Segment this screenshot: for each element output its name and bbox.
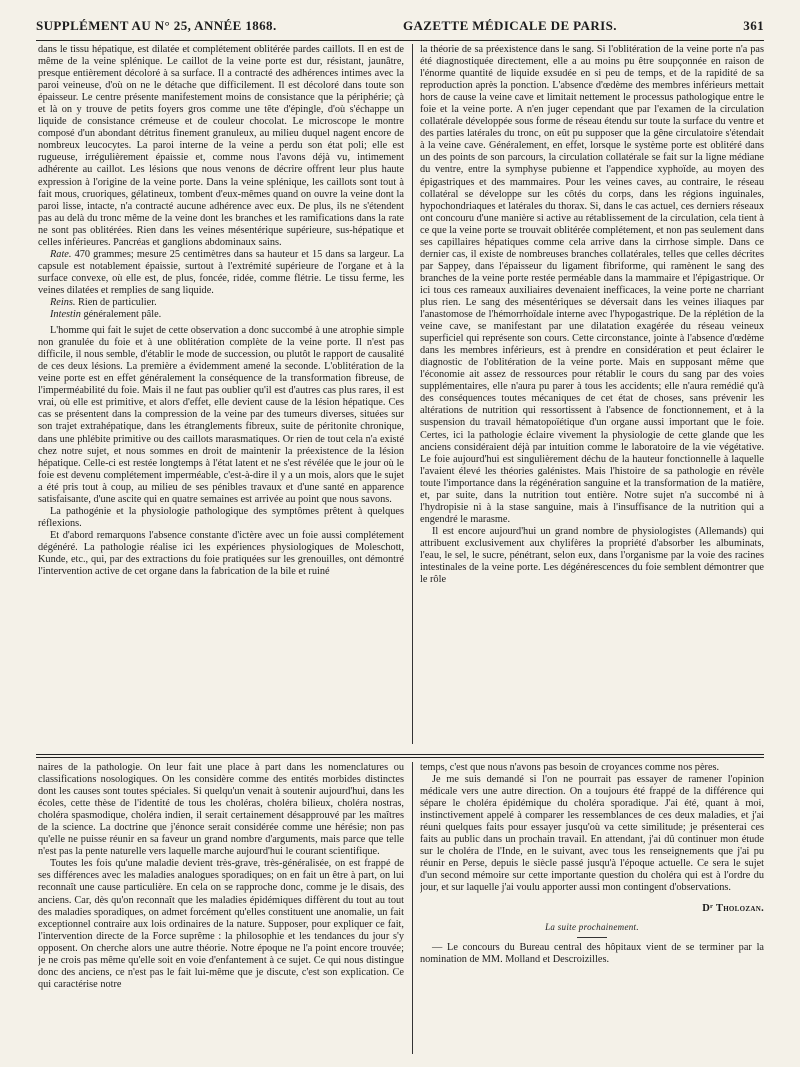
- section-label: Rate.: [50, 248, 72, 260]
- paragraph: Il est encore aujourd'hui un grand nombre de physiologistes (Allemands) qui attribuent exclusivement aux chylifères la propriété d'absorber les albuminats, l'eau, le sel, le sucre, pénétrant, selon eux, dans l'organisme par la voie des racines intestinales de la veine porte. Les dégénérescences du foie semblent démontrer que le rôle: [420, 525, 764, 586]
- section-text: généralement pâle.: [80, 309, 162, 321]
- section-label: Intestin: [50, 309, 81, 321]
- paragraph: Toutes les fois qu'une maladie devient très-grave, très-généralisée, on est frappé de ses différences avec les maladies analogues sporadiques; on en fait un être à part, on lui reconnaît une cause particulière. En cela on se rapproche donc, comme je le disais, des anciens. Car, dès qu'on reconnaît que les maladies épidémiques diffèrent du tout au tout des maladies sporadiques, on admet forcément qu'elles constituent une anomalie, un fait exceptionnel contraire aux lois ordinaires de la nature. Supposer, pour expliquer ce fait, l'intervention directe de la Force suprême : la philosophie et les tendances du jour s'y opposent. On cherche alors une autre théorie. Notre époque ne l'a point encore trouvée; je ne crois pas même qu'elle soit en voie d'enfantement à ce sujet. Ce qui nous distingue donc des anciens, ce n'est pas le fait lui-même que je discute, c'est son explication. Ce qui caractérise notre: [38, 858, 404, 990]
- author-signature: Dʳ Tholozan.: [702, 902, 764, 914]
- paragraph: naires de la pathologie. On leur fait une place à part dans les nomenclatures ou classifications nosologiques. On les considère comme des entités morbides distinctes dont les causes sont toutes spéciales. Si quelqu'un venait à soutenir aujourd'hui, dans les écoles, cette thèse de l'identité de tous les choléras, choléra bilieux, choléra nostras, choléra spasmodique, choléra indien, il serait certainement désapprouvé par les maîtres de la science. La doctrine que j'énonce serait considérée comme une hérésie; non pas qu'elle ne puisse réunir en sa faveur un grand nombre d'arguments, mais parce que telle n'est pas la pente naturelle vers laquelle marche aujourd'hui le courant scientifique.: [38, 762, 404, 858]
- page-header: [36, 14, 764, 38]
- paragraph: [38, 249, 404, 297]
- section-rule: [36, 754, 764, 755]
- section-text: 470 grammes; mesure 25 centimètres dans sa hauteur et 15 dans sa largeur. La capsule est notablement épaissie, surtout à l'extrémité supérieure de l'organe et à la surface convexe, où elle est, de plus, foncée, ridée, comme flétrie. Le tissu ferme, les veines dilatées et remplies de sang liquide.: [38, 248, 404, 296]
- header-journal-title: GAZETTE MÉDICALE DE PARIS.: [403, 18, 617, 33]
- header-rule: [36, 40, 764, 41]
- upper-right-column: [420, 44, 764, 744]
- paragraph: L'homme qui fait le sujet de cette observation a donc succombé à une atrophie simple non granulée du foie et à une oblitération complète de la veine porte. Il n'est pas difficile, il nous semble, d'établir le mode de succession, ou plutôt le rapport de causalité de ces deux lésions. La première a évidemment amené la seconde. L'oblitération de la veine porte est en effet généralement la conséquence de la transformation fibreuse, de l'imperméabilité du foie. Mais il ne faut pas oublier qu'il est d'autres cas plus rares, il est vrai, où elle est primitive, et alors d'effet, elle devient cause de la lésion hépatique. Ces cas se présentent dans la compression de la veine par des tumeurs diverses, situées sur son trajet extrahépatique, dans les étranglements fibreux, suite de péritonite chronique, dans une phlébite primitive ou des caillots marasmatiques. Or rien de tout cela n'a existé chez notre sujet, et nous sommes en droit de maintenir la préexistence de la lésion hépatique. Celle-ci est restée longtemps à l'état latent et ne s'est révélée que le jour où le foie est devenu complétement imperméable, c'est-à-dire il y a un mois, alors que le sujet a été pris tout à coup, au milieu de ses pénibles travaux et d'une santé en apparence satisfaisante, d'une ascite qui en quatre semaines est arrivée au point que nous savons.: [38, 325, 404, 505]
- page-number: 361: [743, 18, 764, 33]
- paragraph: la théorie de sa préexistence dans le sang. Si l'oblitération de la veine porte n'a pas été diagnostiquée directement, elle a au moins pu être soupçonnée en raison de l'énorme quantité de liquide exsudée en si peu de temps, et de la rapidité de sa reproduction après la ponction. L'absence d'œdème des membres inférieurs mettait hors de cause la veine cave et limitait nettement le processus pathologique entre le foie et la veine porte. A n'en juger cependant que par l'examen de la circulation collatérale développée sous forme de réseau étendu sur toute la surface du ventre et des parties latérales du tronc, on eût pu supposer que la gêne circulatoire s'étendait à la veine cave. Généralement, en effet, lorsque le système porte est oblitéré dans un des points de son parcours, la circulation collatérale se fait sur la ligne médiane du ventre, entre la symphyse pubienne et l'appendice xyphoïde, au moyen des épigastriques et des mammaires. Pour les veines caves, au contraire, le réseau collatéral se développe sur les côtés du corps, dans les régions inguinales, hypochondriaques et latérales du thorax. Si, dans le cas actuel, ces derniers réseaux ont concouru d'une manière si active au rétablissement de la circulation, cela tient à ce que la veine porte se trouvait oblitérée complétement, et non pas seulement dans ses capillaires hépatiques comme cela arrive dans la cirrhose simple. Dans ce dernier cas, il existe de nombreuses branches collatérales, telles que celles décrites par Sappey, dans l'épaisseur du ligament fibriforme, qui ramènent le sang des branches de la veine porte restée perméable dans la mammaire et l'épigastrique. Or ici tous ces rameaux auxiliaires devenaient inefficaces, la veine porte ne charriant plus rien. Le sang des mésentériques se déversait dans les veines iliaques par l'anastomose de l'hémorrhoïdale interne avec l'hypogastrique. De la réplétion de la veine cave, se manifestant par une dilatation exagérée du réseau veineux superficiel qui représente son cours. Cette circonstance, jointe à l'absence d'œdème dans les membres inférieurs, est à prendre en considération et peut éclairer le diagnostic de l'oblitération de la veine porte. Mais en supposant même que l'économie ait assez de ressources pour rétablir le cours du sang par des voies supplémentaires, elle n'aura pu parer à tous les accidents; elle n'aura remédié qu'à des conséquences toutes mécaniques de cet état de choses, sans prévenir les altérations de nutrition qui ressortissent à l'absence de fonctionnement, et à la suspension du travail hématopoïétique d'un organe aussi important que le foie. Certes, ici la pathologie éclaire vivement la physiologie de cette glande que les anciens considéraient déjà par intuition comme le laboratoire de la vie végétative. Le foie aujourd'hui est singulièrement déchu de la hauteur fonctionnelle à laquelle l'avaient élevé les théories galénistes. Mais l'histoire de sa pathologie en révèle toute l'importance dans la régénération sanguine et la transformation de la matière, et, par suite, dans la nutrition tout entière. Notre sujet n'a succombé ni à l'hydropisie ni à la stase sanguine, mais à l'insuffisance de la nutrition qui a engendré le marasme.: [420, 44, 764, 525]
- section-text: Rien de particulier.: [75, 296, 157, 308]
- news-notice: — Le concours du Bureau central des hôpitaux vient de se terminer par la nomination de MM. Molland et Descroizilles.: [420, 941, 764, 965]
- paragraph: Je me suis demandé si l'on ne pourrait pas essayer de ramener l'opinion médicale vers une autre direction. On a toujours été frappé de la différence qui sépare le choléra épidémique du choléra sporadique. J'ai été, quant à moi, instinctivement appelé à comparer les ressemblances de ces deux maladies, et j'ai réuni quelques faits pour essayer jusqu'où va cette similitude; je présenterai ces faits au public dans un prochain travail. En attendant, j'ai dû continuer mon étude sur le choléra de l'Inde, en le suivant, avec tous les renseignements que j'ai pu réunir en Perse, depuis le siècle passé jusqu'à l'époque actuelle. Ce sera le sujet d'un second mémoire sur cette importante question du choléra qui est à l'ordre du jour, et sur laquelle j'ai voulu apporter aussi mon contingent d'observations.: [420, 774, 764, 894]
- paragraph: Et d'abord remarquons l'absence constante d'ictère avec un foie aussi complétement dégénéré. La pathologie réalise ici les expériences physiologiques de Moleschott, Kunde, etc., qui, par des extractions du foie pratiquées sur les grenouilles, ont démontré l'intervention active de cet organe dans la fabrication de la bile et ruiné: [38, 529, 404, 578]
- section-label: Reins.: [50, 296, 76, 308]
- short-divider: [577, 937, 607, 938]
- section-rule-double: [36, 757, 764, 758]
- paragraph: [38, 309, 404, 321]
- to-be-continued: La suite prochainement.: [545, 921, 639, 932]
- paragraph: [38, 297, 404, 309]
- header-supplement: SUPPLÉMENT AU N° 25, ANNÉE 1868.: [36, 18, 277, 33]
- lower-right-column: [420, 762, 764, 1054]
- lower-left-column: [38, 762, 404, 1054]
- paragraph: La pathogénie et la physiologie pathologique des symptômes prêtent à quelques réflexions.: [38, 505, 404, 529]
- paragraph: dans le tissu hépatique, est dilatée et complétement oblitérée pardes caillots. Il en est de même de la veine splénique. Le caillot de la veine porte est dur, résistant, jaunâtre, presque entièrement décoloré à sa surface. Il a contracté des adhérences intimes avec la paroi veineuse, d'où on ne le détache que difficilement. Il est décoloré dans toute son épaisseur. Le centre présente manifestement moins de consistance que la périphérie; çà et là on y trouve de petits foyers gros comme une tête d'épingle, d'où s'échappe un liquide de consistance crémeuse et de couleur chocolat. Le microscope le montre composé d'un abondant détritus finement granuleux, au milieu duquel nagent encore de nombreux leucocytes. La paroi interne de la veine a perdu son état poli; elle est rugueuse, irrégulièrement épaissie et, comme nous l'avons déjà vu, intimement adhérente au caillot. Les lésions que nous venons de décrire offrent leur plus haute expression à l'origine de la veine porte. Dans la veine splénique, les caillots sont tout à fait mous, cruoriques, gélatineux, tombent d'eux-mêmes quand on ouvre la veine dont la paroi lisse, intacte, n'a contracté aucune adhérence avec eux. De plus, ils ne s'étendent pas au delà du tronc même de la veine dont les branches et les ramifications dans la rate ne sont pas oblitérées. Rien dans les veines mésentérique supérieure, sus-hépatique et celles inférieures. Pancréas et ganglions abdominaux sains.: [38, 44, 404, 248]
- upper-left-column: [38, 44, 404, 744]
- paragraph: temps, c'est que nous n'avons pas besoin de croyances comme nos pères.: [420, 762, 720, 773]
- upper-column-divider: [412, 44, 413, 744]
- lower-column-divider: [412, 762, 413, 1054]
